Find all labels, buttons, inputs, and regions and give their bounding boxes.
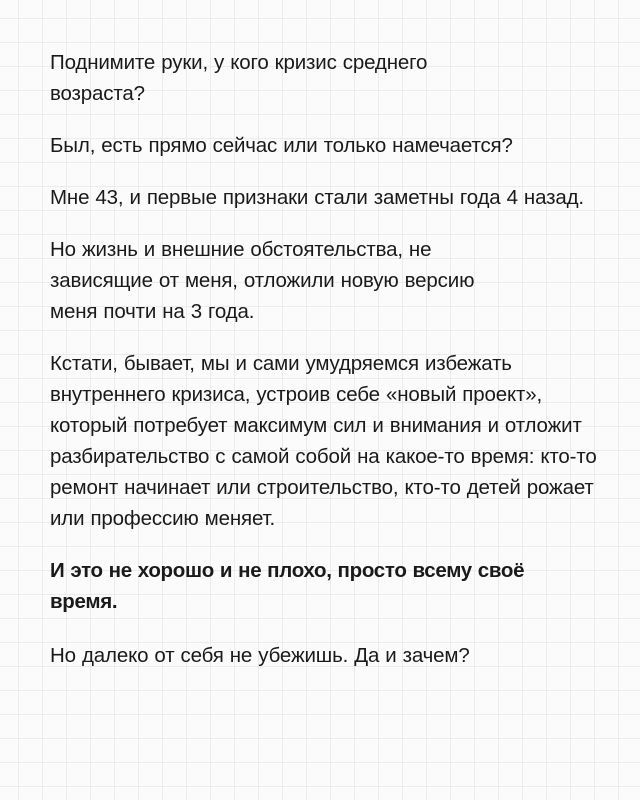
paragraph-new-project: Кстати, бывает, мы и сами умудряемся избежать внутреннего кризиса, устроив себе «новый проект», который потребует максимум сил и внимания и отложит разбирательство с самой собой на какое-то время: кто-то ремонт начинает или строительство, кто-то детей рожает или профессию меняет. <box>50 352 597 530</box>
paragraph-question: Поднимите руки, у кого кризис среднего возраста? <box>50 51 428 105</box>
paragraph-emphasis: И это не хорошо и не плохо, просто всему своё время. <box>50 559 525 613</box>
paragraph-stages: Был, есть прямо сейчас или только намечается? <box>50 134 513 157</box>
paragraph-conclusion: Но далеко от себя не убежишь. Да и зачем? <box>50 644 470 667</box>
paragraph-age: Мне 43, и первые признаки стали заметны года 4 назад. <box>50 186 584 209</box>
paragraph-delay: Но жизнь и внешние обстоятельства, не зависящие от меня, отложили новую версию меня почти на 3 года. <box>50 238 475 323</box>
